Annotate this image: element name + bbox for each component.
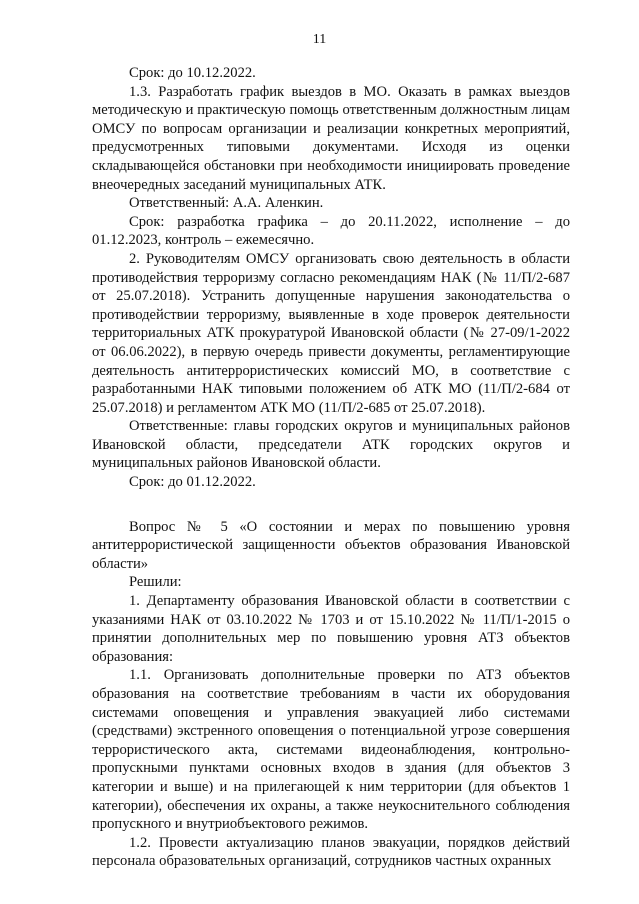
document-body (92, 64, 570, 871)
item-1-1-paragraph: 1.1. Организовать дополнительные проверки по АТЗ объектов образования на соответствие требованиям в части их оборудования системами оповещения и управления эвакуацией либо системами (средствами) экстренного оповещения о потенциальной угрозе совершения террористического акта, системами видеонаблюдения, контрольно-пропускными пунктами основных входов в здания (для объектов 3 категории и выше) и на прилегающей к ним территории (для объектов 1 категории), обеспечения их охраны, а также неукоснительного соблюдения пропускного и внутриобъектового режимов. (92, 667, 570, 833)
item-1-3-paragraph: 1.3. Разработать график выездов в МО. Оказать в рамках выездов методическую и практическую помощь ответственным должностным лицам ОМСУ по вопросам организации и реализации конкретных мероприятий, предусмотренных типовыми документами. Исходя из оценки складывающейся обстановки при необходимости инициировать проведение внеочередных заседаний муниципальных АТК. (92, 83, 570, 193)
deadline-paragraph: Срок: разработка графика – до 20.11.2022, исполнение – до 01.12.2023, контроль – ежемесячно. (92, 213, 570, 249)
question-5-heading: Вопрос № 5 «О состоянии и мерах по повышению уровня антитеррористической защищенности объектов образования Ивановской области» (92, 518, 570, 572)
responsible-paragraph: Ответственные: главы городских округов и муниципальных районов Ивановской области, председатели АТК городских округов и муниципальных районов Ивановской области. (92, 418, 570, 472)
page-number: 11 (312, 32, 327, 47)
item-2-paragraph: 2. Руководителям ОМСУ организовать свою деятельность в области противодействия терроризму согласно рекомендациям НАК (№ 11/П/2-687 от 25.07.2018). Устранить допущенные нарушения законодательства о противодействии терроризму, выявленные в ходе проверок деятельности территориальных АТК прокуратурой Ивановской области (№ 27-09/1-2022 от 06.06.2022), в первую очередь привести документы, регламентирующие деятельность антитеррористических комиссий МО, в соответствие с разработанными НАК типовыми положением об АТК МО (11/П/2-684 от 25.07.2018) и регламентом АТК МО (11/П/2-685 от 25.07.2018). (92, 250, 570, 416)
deadline-paragraph: Срок: до 01.12.2022. (129, 474, 256, 491)
item-1-2-paragraph: 1.2. Провести актуализацию планов эвакуации, порядков действий персонала образовательных организаций, сотрудников частных охранных (92, 834, 570, 870)
decided-label: Решили: (129, 574, 182, 591)
item-1-paragraph: 1. Департаменту образования Ивановской области в соответствии с указаниями НАК от 03.10.2022 № 1703 и от 15.10.2022 № 11/П/1-2015 о принятии дополнительных мер по повышению уровня АТЗ объектов образования: (92, 593, 570, 665)
deadline-paragraph: Срок: до 10.12.2022. (129, 65, 256, 81)
responsible-paragraph: Ответственный: А.А. Аленкин. (129, 195, 324, 212)
section-spacer (92, 492, 570, 518)
